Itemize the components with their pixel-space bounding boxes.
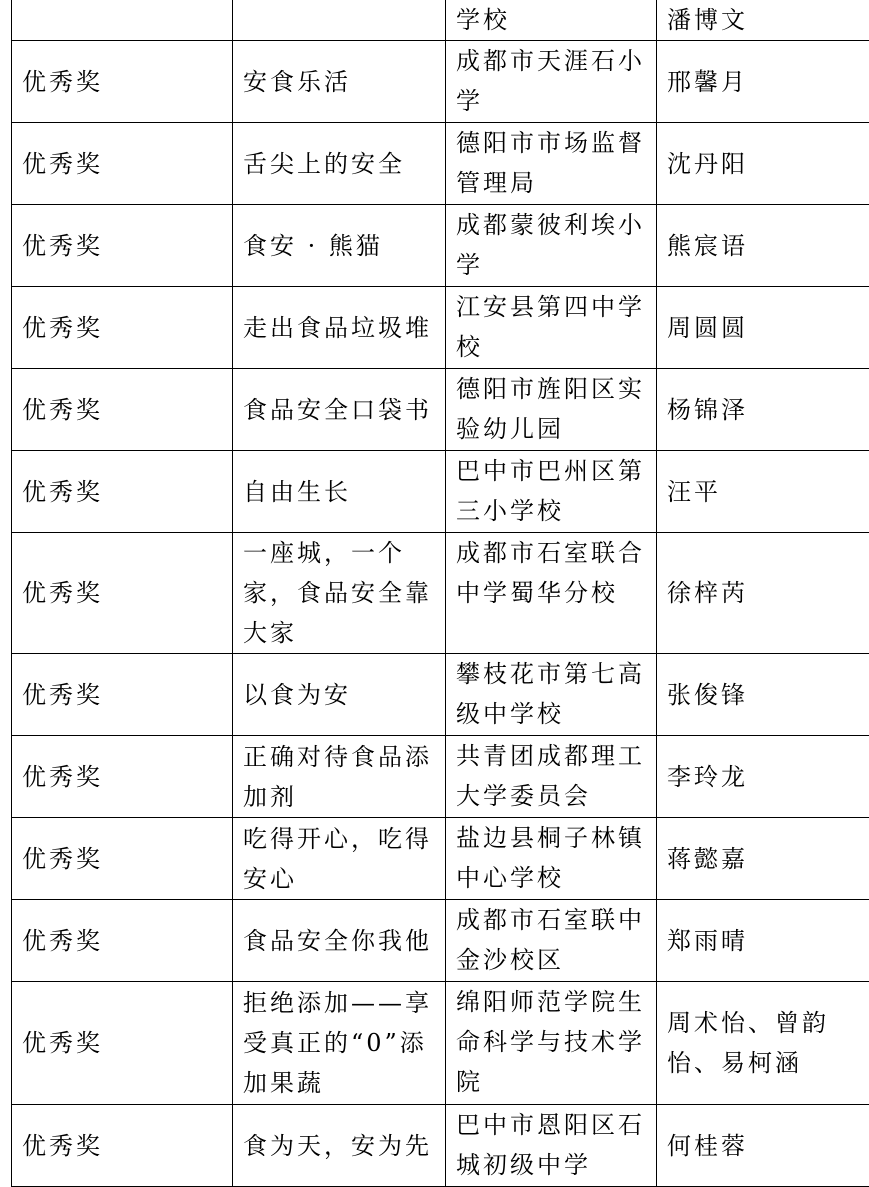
author-cell: 何桂蓉 — [657, 1105, 869, 1187]
unit-cell: 盐边县桐子林镇中心学校 — [446, 818, 657, 900]
award-cell: 优秀奖 — [12, 982, 233, 1105]
author-cell: 郑雨晴 — [657, 900, 869, 982]
author-cell: 熊宸语 — [657, 205, 869, 287]
unit-cell: 攀枝花市第七高级中学校 — [446, 654, 657, 736]
table-row — [12, 205, 869, 287]
author-cell: 蒋懿嘉 — [657, 818, 869, 900]
author-cell: 张俊锋 — [657, 654, 869, 736]
work-title-cell: 食品安全口袋书 — [233, 369, 446, 451]
table-row — [12, 982, 869, 1105]
award-cell: 优秀奖 — [12, 818, 233, 900]
table-row — [12, 533, 869, 654]
unit-cell: 成都蒙彼利埃小学 — [446, 205, 657, 287]
award-cell: 优秀奖 — [12, 900, 233, 982]
unit-cell: 成都市石室联合中学蜀华分校 — [446, 533, 657, 654]
author-cell: 沈丹阳 — [657, 123, 869, 205]
work-title-cell: 正确对待食品添加剂 — [233, 736, 446, 818]
awards-table — [11, 0, 869, 1187]
author-cell: 邢馨月 — [657, 41, 869, 123]
table-row — [12, 0, 869, 41]
award-cell: 优秀奖 — [12, 451, 233, 533]
unit-cell: 巴中市恩阳区石城初级中学 — [446, 1105, 657, 1187]
table-row — [12, 287, 869, 369]
author-cell: 李玲龙 — [657, 736, 869, 818]
award-cell: 优秀奖 — [12, 533, 233, 654]
unit-cell: 共青团成都理工大学委员会 — [446, 736, 657, 818]
award-cell: 优秀奖 — [12, 41, 233, 123]
author-cell: 徐梓芮 — [657, 533, 869, 654]
award-cell: 优秀奖 — [12, 736, 233, 818]
award-cell: 优秀奖 — [12, 123, 233, 205]
award-cell: 优秀奖 — [12, 205, 233, 287]
work-title-cell: 一座城，一个家，食品安全靠大家 — [233, 533, 446, 654]
author-cell: 潘博文 — [657, 0, 869, 41]
work-title-cell: 食为天，安为先 — [233, 1105, 446, 1187]
work-title-cell: 拒绝添加——享受真正的“0”添加果蔬 — [233, 982, 446, 1105]
author-cell: 汪平 — [657, 451, 869, 533]
author-cell: 杨锦泽 — [657, 369, 869, 451]
award-cell: 优秀奖 — [12, 287, 233, 369]
author-cell: 周圆圆 — [657, 287, 869, 369]
work-title-cell: 自由生长 — [233, 451, 446, 533]
table-row — [12, 41, 869, 123]
work-title-cell: 走出食品垃圾堆 — [233, 287, 446, 369]
work-title-cell: 安食乐活 — [233, 41, 446, 123]
work-title-cell: 食品安全你我他 — [233, 900, 446, 982]
unit-cell: 成都市天涯石小学 — [446, 41, 657, 123]
unit-cell: 德阳市旌阳区实验幼儿园 — [446, 369, 657, 451]
award-cell — [12, 0, 233, 41]
award-cell: 优秀奖 — [12, 1105, 233, 1187]
table-row — [12, 123, 869, 205]
unit-cell: 成都市石室联中金沙校区 — [446, 900, 657, 982]
work-title-cell — [233, 0, 446, 41]
table-row — [12, 818, 869, 900]
work-title-cell: 食安 · 熊猫 — [233, 205, 446, 287]
unit-cell: 学校 — [446, 0, 657, 41]
table-row — [12, 736, 869, 818]
unit-cell: 巴中市巴州区第三小学校 — [446, 451, 657, 533]
table-row — [12, 654, 869, 736]
award-cell: 优秀奖 — [12, 654, 233, 736]
table-row — [12, 369, 869, 451]
work-title-cell: 舌尖上的安全 — [233, 123, 446, 205]
unit-cell: 绵阳师范学院生命科学与技术学院 — [446, 982, 657, 1105]
table-row — [12, 451, 869, 533]
award-cell: 优秀奖 — [12, 369, 233, 451]
unit-cell: 江安县第四中学校 — [446, 287, 657, 369]
unit-cell: 德阳市市场监督管理局 — [446, 123, 657, 205]
work-title-cell: 以食为安 — [233, 654, 446, 736]
work-title-cell: 吃得开心，吃得安心 — [233, 818, 446, 900]
table-row — [12, 900, 869, 982]
author-cell: 周术怡、曾韵怡、易柯涵 — [657, 982, 869, 1105]
